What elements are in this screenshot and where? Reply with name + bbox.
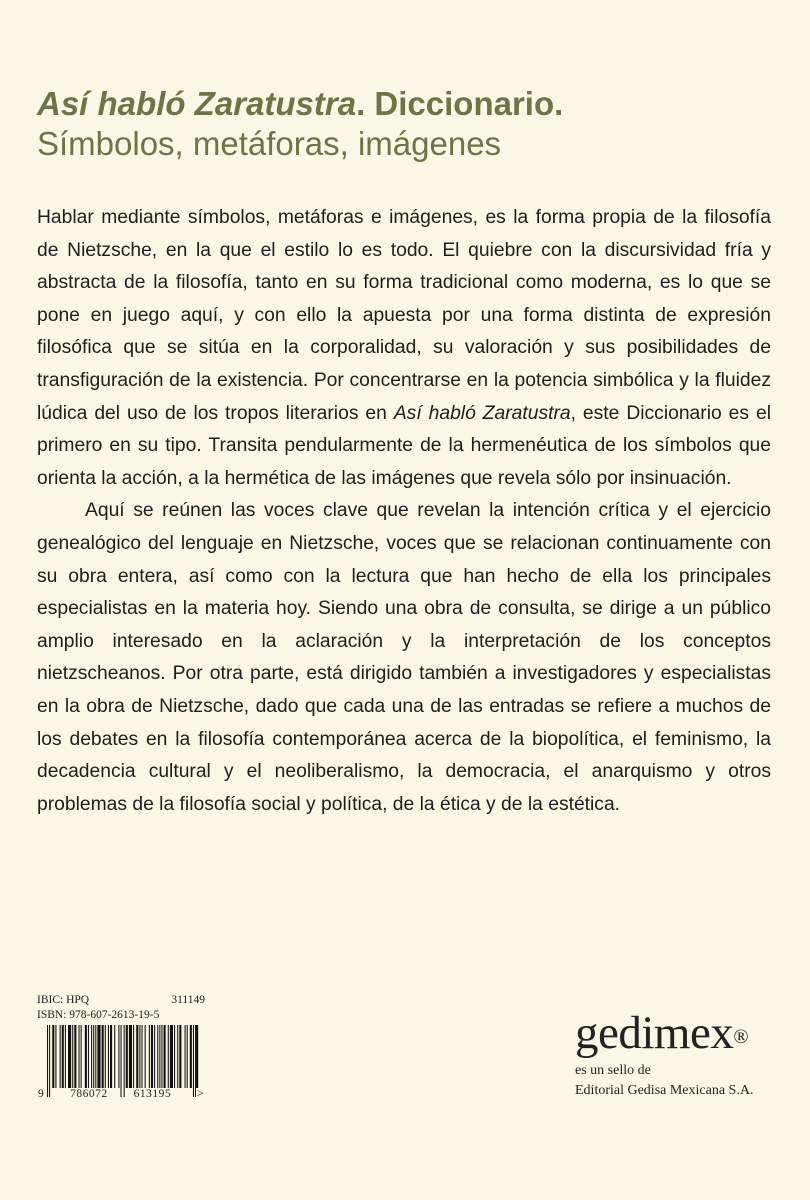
synopsis <box>37 202 771 821</box>
barcode-bar <box>62 1025 64 1088</box>
paragraph-1-text-b: , este Diccionario es el primero en su tipo. Transita pendularmente de la hermenéutica de los símbolos que orienta la acción, a la hermética de las imágenes que revela sólo por insinuación. <box>37 402 771 489</box>
barcode-bar <box>133 1025 134 1088</box>
paragraph-1 <box>37 202 771 495</box>
barcode-bar <box>74 1025 76 1088</box>
barcode-bar <box>126 1025 128 1088</box>
barcode-bar <box>195 1025 198 1097</box>
book-title <box>37 84 777 124</box>
barcode-bar <box>185 1025 186 1088</box>
barcode-bar <box>149 1025 150 1088</box>
barcode-bar <box>60 1025 61 1088</box>
barcode-bar <box>136 1025 138 1088</box>
barcode-bar <box>164 1025 166 1088</box>
paragraph-1-text-a: Hablar mediante símbolos, metáforas e imágenes, es la forma propia de la filosofía de Nietzsche, en la que el estilo lo es todo. El quiebre con la discursividad fría y abstracta de la filosofía, tanto en su forma tradicional como moderna, es lo que se pone en juego aquí, y con ello la apuesta por una forma distinta de expresión filosófica que se sitúa en la corporalidad, su valoración y sus posibilidades de transfiguración de la existencia. Por concentrarse en la potencia simbólica y la fluidez lúdica del uso de los tropos literarios en <box>37 207 771 424</box>
barcode-digit-first: 9 <box>38 1088 45 1100</box>
barcode-bar <box>151 1025 153 1088</box>
logo-text: gedimex <box>575 1007 734 1059</box>
barcode-bar <box>49 1025 50 1097</box>
barcode-bar <box>154 1025 155 1088</box>
barcode-bar <box>97 1025 100 1088</box>
barcode-bar <box>52 1025 54 1088</box>
barcode-digits <box>37 1088 205 1101</box>
barcode-digits-left: 786072 <box>70 1088 108 1100</box>
publisher-company: Editorial Gedisa Mexicana S.A. <box>575 1083 754 1098</box>
barcode-icon <box>37 1025 205 1097</box>
ibic-label: IBIC: HPQ <box>37 994 90 1006</box>
barcode-bar <box>105 1025 106 1088</box>
barcode-bar <box>65 1025 66 1088</box>
ibic-number: 311149 <box>171 994 205 1006</box>
barcode-bar <box>72 1025 73 1088</box>
barcode-bar <box>179 1025 181 1088</box>
barcode-bar <box>93 1025 94 1088</box>
barcode-bar <box>68 1025 71 1088</box>
barcode-bar <box>145 1025 146 1088</box>
paragraph-1-italic: Así habló Zaratustra <box>393 402 571 424</box>
paragraph-2: Aquí se reúnen las voces clave que revelan la intención crítica y el ejercicio genealógico del lenguaje en Nietzsche, voces que se relacionan continuamente con su obra entera, así como con la lectura que han hecho de ella los principales especialistas en la materia hoy. Siendo una obra de consulta, se dirige a un público amplio interesado en la aclaración y la interpretación de los conceptos nietzscheanos. Por otra parte, está dirigido también a investigadores y especialistas en la obra de Nietzsche, dado que cada una de las entradas se refiere a muchos de los debates en la filosofía contemporánea acerca de la biopolítica, el feminismo, la decadencia cultural y el neoliberalismo, la democracia, el anarquismo y otros problemas de la filosofía social y política, de la ética y de la estética. <box>37 500 771 815</box>
barcode-bar <box>168 1025 169 1088</box>
barcode-bar <box>174 1025 175 1088</box>
barcode-bar <box>91 1025 92 1088</box>
barcode-bar <box>55 1025 56 1088</box>
classification-codes <box>37 993 205 1023</box>
barcode-bar <box>177 1025 178 1088</box>
barcode-bar <box>102 1025 104 1088</box>
title-bold: . Diccionario. <box>356 85 564 122</box>
barcode-bar <box>47 1025 48 1097</box>
registered-mark: ® <box>733 1026 749 1048</box>
barcode-bar <box>193 1025 194 1097</box>
barcode-bar <box>118 1025 119 1088</box>
barcode-bar <box>114 1025 115 1088</box>
barcode-bar <box>108 1025 109 1088</box>
publisher-tagline: es un sello de <box>575 1063 651 1078</box>
barcode-bar <box>121 1025 122 1097</box>
barcode-bar <box>129 1025 132 1088</box>
barcode-bar <box>159 1025 160 1088</box>
barcode-bar <box>110 1025 112 1088</box>
publisher-block <box>575 1005 795 1101</box>
barcode-bar <box>190 1025 192 1088</box>
barcode-bar <box>88 1025 89 1088</box>
barcode-bar <box>142 1025 143 1088</box>
barcode-arrow: > <box>196 1088 204 1100</box>
title-italic: Así habló Zaratustra <box>37 85 357 122</box>
barcode-bar <box>187 1025 188 1088</box>
publisher-logo <box>575 1005 795 1061</box>
barcode-bar <box>157 1025 158 1088</box>
barcode-bar <box>161 1025 162 1088</box>
barcode-bar <box>124 1025 125 1097</box>
barcode-digits-right: 613195 <box>133 1088 172 1100</box>
barcode-bar <box>139 1025 140 1088</box>
book-subtitle: Símbolos, metáforas, imágenes <box>37 125 502 162</box>
isbn-text: ISBN: 978-607-2613-19-5 <box>37 1009 160 1021</box>
barcode-bar <box>79 1025 80 1088</box>
title-block <box>37 84 777 164</box>
barcode-bar <box>81 1025 82 1088</box>
barcode-bar <box>85 1025 87 1088</box>
barcode-bar <box>170 1025 173 1088</box>
barcode-bar <box>95 1025 96 1088</box>
